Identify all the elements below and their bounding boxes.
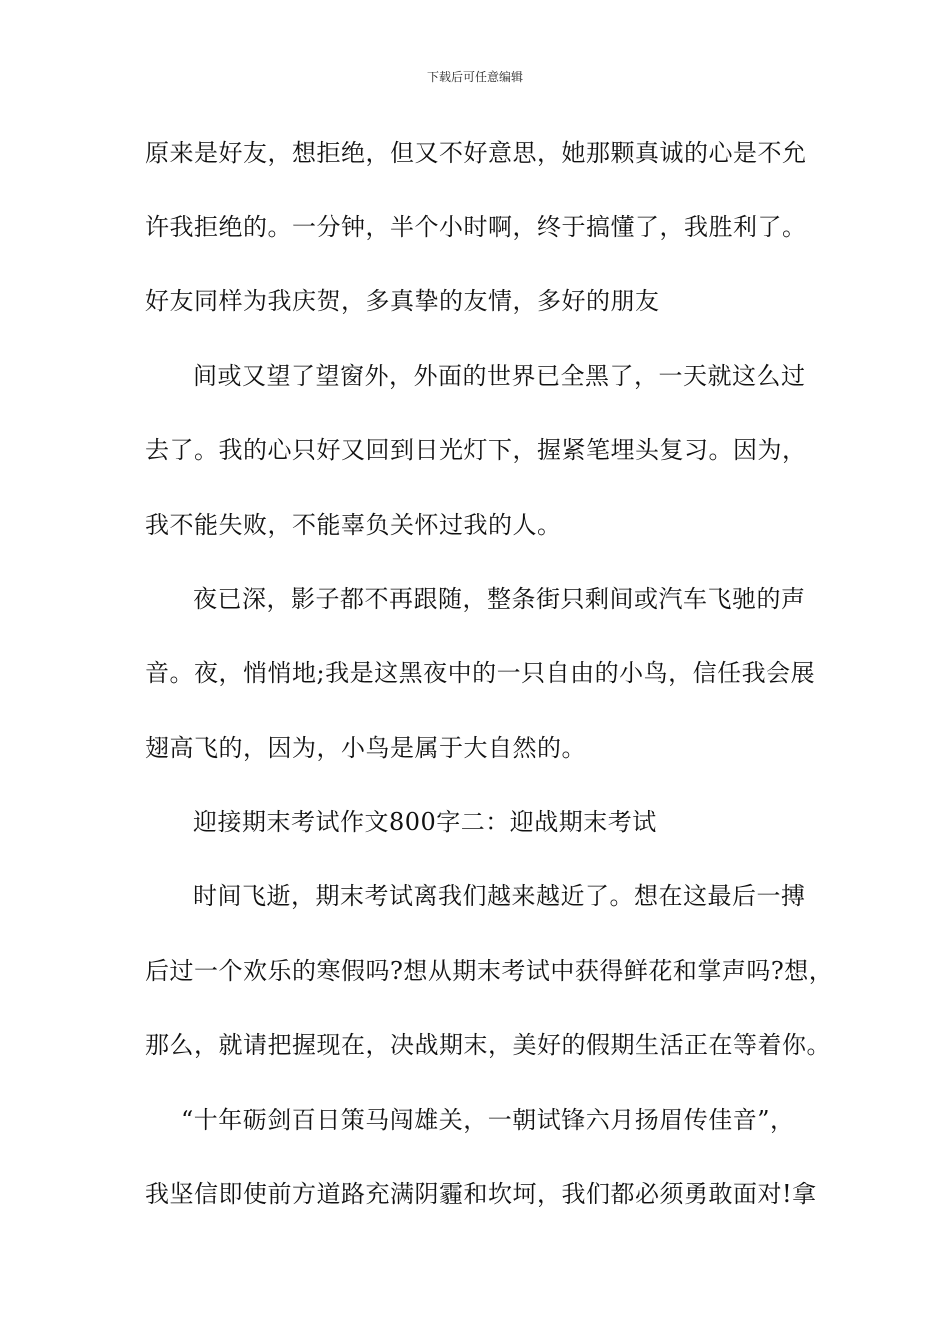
body-line-2: 许我拒绝的。一分钟，半个小时啊，终于搞懂了，我胜利了。: [145, 213, 807, 241]
body-line-3: 好友同样为我庆贺，多真挚的友情，多好的朋友: [145, 287, 660, 315]
body-line-1: 原来是好友，想拒绝，但又不好意思，她那颗真诚的心是不允: [145, 139, 807, 167]
body-line-13: 那么，就请把握现在，决战期末，美好的假期生活正在等着你。: [145, 1031, 831, 1059]
body-line-5: 去了。我的心只好又回到日光灯下，握紧笔埋头复习。因为，: [145, 436, 807, 464]
body-line-15: 我坚信即使前方道路充满阴霾和坎坷，我们都必须勇敢面对!拿: [145, 1180, 817, 1208]
body-line-12: 后过一个欢乐的寒假吗?想从期末考试中获得鲜花和掌声吗?想，: [145, 957, 834, 985]
body-line-9: 翅高飞的，因为，小鸟是属于大自然的。: [145, 734, 586, 762]
body-line-7: 夜已深，影子都不再跟随，整条街只剩间或汽车飞驰的声: [193, 585, 806, 613]
body-line-8: 音。夜，悄悄地;我是这黑夜中的一只自由的小鸟，信任我会展: [145, 659, 816, 687]
section-heading: 迎接期末考试作文800字二：迎战期末考试: [193, 808, 657, 836]
body-line-11: 时间飞逝，期末考试离我们越来越近了。想在这最后一搏: [193, 882, 806, 910]
page-header: 下载后可任意编辑: [426, 70, 523, 84]
body-line-6: 我不能失败，不能辜负关怀过我的人。: [145, 511, 562, 539]
body-line-4: 间或又望了望窗外，外面的世界已全黑了，一天就这么过: [193, 362, 806, 390]
body-line-14: “十年砺剑百日策马闯雄关，一朝试锋六月扬眉传佳音”，: [181, 1106, 795, 1134]
